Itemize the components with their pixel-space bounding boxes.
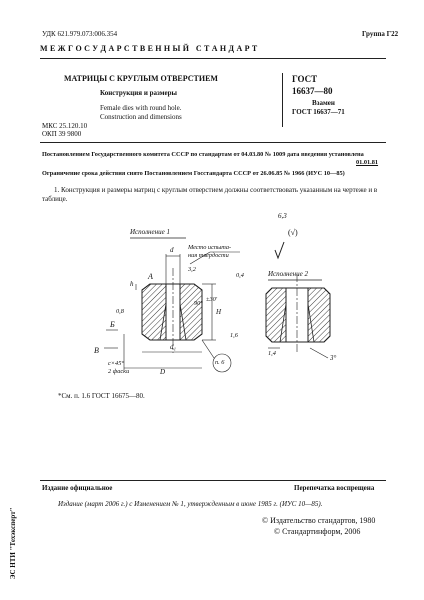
dim-d1: d₁ <box>170 343 176 351</box>
decree-text: Постановлением Государственного комитета СССР по стандартам от 04.03.80 № 1009 дата введения установлена <box>42 151 364 158</box>
document-title: МАТРИЦЫ С КРУГЛЫМ ОТВЕРСТИЕМ <box>64 74 218 83</box>
dim-D: D <box>160 368 166 376</box>
document-subtitle: Конструкция и размеры <box>100 89 177 97</box>
section-B: Б <box>110 320 115 329</box>
hardness-note-1: Место испыта- <box>188 244 232 251</box>
note-reference: п. 6 <box>215 359 225 366</box>
variant-2-label: Исполнение 2 <box>268 270 308 278</box>
group-code: Группа Г22 <box>362 30 399 38</box>
decree-date: 01.01.81 <box>356 159 379 166</box>
gost-label: ГОСТ <box>292 74 318 84</box>
title-english-1: Female dies with round hole. <box>100 104 182 112</box>
chamfer-note-2: 2 фаски <box>108 368 130 375</box>
replaces-label: Взамен <box>312 99 335 107</box>
section-V: В <box>94 346 99 355</box>
dim-1-4: 1,4 <box>268 350 276 357</box>
footnote: *См. п. 1.6 ГОСТ 16675—80. <box>58 392 145 400</box>
angle-90-tol: ±30' <box>206 296 218 303</box>
copyright-1: © Издательство стандартов, 1980 <box>262 516 376 525</box>
roughness-symbol <box>275 242 284 258</box>
dim-d: d <box>170 246 174 254</box>
roughness-1-6: 1,6 <box>230 332 238 339</box>
roughness-3-2: 3,2 <box>188 266 196 273</box>
gost-number: 16637—80 <box>292 86 333 96</box>
mks-code: МКС 25.120.10 <box>42 122 88 130</box>
hardness-note-2: ния твердости <box>188 252 229 259</box>
variant-1-label: Исполнение 1 <box>130 228 170 236</box>
roughness-paren: (√) <box>288 228 298 237</box>
section-A: A <box>148 272 153 281</box>
dim-H: H <box>216 308 222 316</box>
footer-rule <box>40 480 386 481</box>
official-edition: Издание официальное <box>42 484 113 492</box>
limitation-text: Ограничение срока действия снято Постановлением Госстандарта СССР от 26.06.85 № 1966 (ИУС 10—85) <box>42 170 345 177</box>
roughness-value: 6,3 <box>278 212 287 220</box>
standard-banner: М Е Ж Г О С У Д А Р С Т В Е Н Н Ы Й С Т А Н Д А Р Т <box>40 44 258 53</box>
banner-rule <box>40 58 386 59</box>
replaces-number: ГОСТ 16637—71 <box>292 108 345 116</box>
edition-note: Издание (март 2006 г.) с Изменением № 1, утвержденным в июне 1985 г. (ИУС 10—85). <box>58 500 323 508</box>
side-stamp: ЭС НТИ "Техэксперт" <box>8 507 17 580</box>
roughness-0-8: 0,8 <box>116 308 124 315</box>
technical-drawing <box>40 208 386 388</box>
reprint-prohibited: Перепечатка воспрещена <box>294 484 375 492</box>
okp-code: ОКП 39 9800 <box>42 130 82 138</box>
copyright-2: © Стандартинформ, 2006 <box>274 527 361 536</box>
title-rule <box>40 142 386 143</box>
angle-3: 3° <box>330 354 337 362</box>
udk-code: УДК 621.979.073:006.354 <box>42 30 118 38</box>
variant-2-section <box>266 274 330 358</box>
angle-90: 90° <box>194 300 203 307</box>
paragraph-1: 1. Конструкция и размеры матриц с круглым отверстием должны соответствовать указанным на чертеже и в таблице. <box>42 186 378 203</box>
roughness-0-4: 0,4 <box>236 272 244 279</box>
title-divider <box>282 73 283 127</box>
chamfer-note-1: c×45° <box>108 360 124 367</box>
title-english-2: Construction and dimensions <box>100 113 182 121</box>
dim-h: h <box>130 280 134 288</box>
